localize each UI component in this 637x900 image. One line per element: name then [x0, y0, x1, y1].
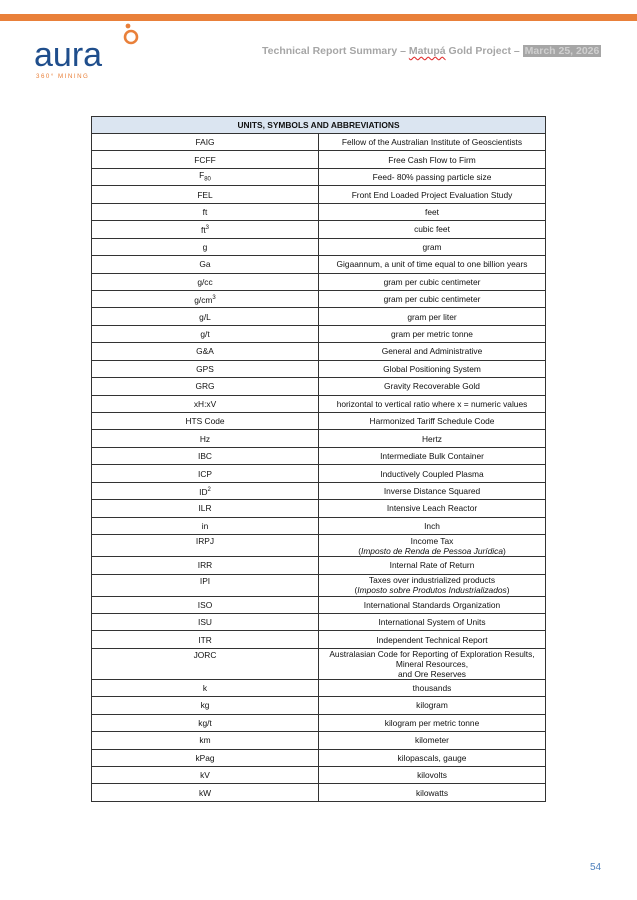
definition-cell — [319, 679, 546, 696]
definition-cell — [319, 784, 546, 801]
abbreviation-cell — [92, 714, 319, 731]
definition-cell — [319, 151, 546, 168]
title-project: Matupá — [408, 45, 446, 57]
abbreviation-text: HTS Code — [185, 416, 225, 427]
abbreviation-cell — [92, 596, 319, 613]
title-prefix: Technical Report Summary – — [262, 45, 409, 57]
abbreviation-text: kW — [198, 787, 212, 798]
abbreviation-cell — [92, 430, 319, 447]
table-row — [92, 325, 546, 342]
abbreviation-text: ITR — [198, 634, 212, 645]
definition-text: cubic feet — [414, 224, 450, 235]
definition-text: International System of Units — [378, 617, 486, 628]
definition-text: Hertz — [421, 433, 442, 444]
table-row — [92, 168, 546, 185]
definition-text-line2: and Ore Reserves — [398, 668, 466, 679]
abbreviation-text: g — [202, 241, 208, 252]
table-row — [92, 395, 546, 412]
abbreviation-cell — [92, 134, 319, 151]
definition-text: Australasian Code for Reporting of Exploration Results, Mineral Resources, — [329, 648, 535, 669]
definition-cell — [319, 186, 546, 203]
logo-ring — [125, 31, 137, 43]
abbreviation-text: FCFF — [194, 154, 216, 165]
abbreviation-text: kg — [200, 700, 210, 711]
definition-text-line2: (Imposto de Renda de Pessoa Jurídica) — [358, 545, 506, 556]
definition-cell — [319, 168, 546, 185]
table-row — [92, 151, 546, 168]
abbreviation-text: $ID^2$ — [199, 486, 211, 497]
table-row — [92, 413, 546, 430]
definition-text: Inch — [424, 520, 440, 531]
definition-cell — [319, 256, 546, 273]
table-row — [92, 238, 546, 255]
table-row — [92, 648, 546, 679]
definition-text: Gravity Recoverable Gold — [384, 381, 480, 392]
abbreviation-cell — [92, 465, 319, 482]
abbreviation-cell — [92, 273, 319, 290]
logo-wordmark: aura — [34, 36, 103, 74]
definition-cell — [319, 413, 546, 430]
abbreviation-text: kV — [200, 770, 210, 781]
abbreviation-cell — [92, 767, 319, 784]
definition-text: gram per liter — [407, 311, 457, 322]
definition-cell — [319, 631, 546, 648]
abbreviation-text: g/cc — [197, 276, 213, 287]
abbreviation-cell — [92, 168, 319, 185]
definition-cell — [319, 221, 546, 238]
abbreviation-cell — [92, 256, 319, 273]
abbreviation-text: ISO — [197, 599, 213, 610]
definition-cell — [319, 238, 546, 255]
definition-cell — [319, 767, 546, 784]
table-row — [92, 784, 546, 801]
abbreviation-text: FEL — [197, 189, 213, 200]
table-row — [92, 574, 546, 596]
table-row — [92, 308, 546, 325]
definition-text: kilometer — [415, 735, 449, 746]
abbreviation-text: km — [199, 735, 211, 746]
abbreviation-text: IPI — [199, 575, 211, 586]
definition-cell — [319, 557, 546, 574]
definition-cell — [319, 273, 546, 290]
abbreviation-cell — [92, 631, 319, 648]
definition-text: Income Tax — [410, 535, 454, 546]
abbreviation-text: JORC — [193, 649, 217, 660]
abbreviation-text: $F_{80}$ — [199, 169, 211, 183]
definition-text: feet — [425, 206, 439, 217]
table-row — [92, 203, 546, 220]
abbreviation-text: k — [202, 683, 208, 694]
definition-cell — [319, 749, 546, 766]
table-row — [92, 360, 546, 377]
table-row — [92, 631, 546, 648]
definition-cell — [319, 714, 546, 731]
abbreviation-text: $ft^3$ — [201, 225, 209, 236]
abbreviation-cell — [92, 378, 319, 395]
table-row — [92, 378, 546, 395]
table-row — [92, 273, 546, 290]
definition-text: Global Positioning System — [383, 363, 481, 374]
definition-text: Gigaannum, a unit of time equal to one billion years — [336, 259, 528, 270]
definition-text: gram — [422, 241, 442, 252]
abbreviation-cell — [92, 557, 319, 574]
definition-text: gram per metric tonne — [391, 329, 473, 340]
abbreviation-text: kg/t — [198, 717, 212, 728]
abbreviation-cell — [92, 238, 319, 255]
definition-text: kilopascals, gauge — [397, 752, 467, 763]
table-row — [92, 535, 546, 557]
definition-text: International Standards Organization — [363, 599, 501, 610]
abbreviation-cell — [92, 360, 319, 377]
definition-text: Inductively Coupled Plasma — [380, 468, 484, 479]
definition-cell — [319, 430, 546, 447]
definition-cell — [319, 596, 546, 613]
abbreviation-text: IRPJ — [195, 536, 215, 547]
definition-cell — [319, 697, 546, 714]
table-row — [92, 290, 546, 307]
abbreviations-table — [91, 116, 546, 802]
definition-text: kilogram per metric tonne — [384, 717, 480, 728]
abbreviation-cell — [92, 203, 319, 220]
table-row — [92, 613, 546, 630]
definition-text: Fellow of the Australian Institute of Geoscientists — [341, 137, 523, 148]
abbreviation-cell — [92, 413, 319, 430]
table-row — [92, 697, 546, 714]
table-row — [92, 343, 546, 360]
abbreviation-cell — [92, 482, 319, 499]
table-row — [92, 596, 546, 613]
abbreviation-cell — [92, 447, 319, 464]
table-row — [92, 256, 546, 273]
definition-cell — [319, 134, 546, 151]
table-row — [92, 447, 546, 464]
abbreviation-cell — [92, 697, 319, 714]
definition-text: kilowatts — [415, 787, 449, 798]
definition-cell — [319, 395, 546, 412]
table-row — [92, 557, 546, 574]
definition-text: Inverse Distance Squared — [383, 485, 481, 496]
abbreviation-text: IBC — [198, 451, 212, 462]
definition-text: Feed- 80% passing particle size — [372, 172, 492, 183]
definition-cell — [319, 343, 546, 360]
definition-text: General and Administrative — [381, 346, 483, 357]
table-row — [92, 465, 546, 482]
table-row — [92, 500, 546, 517]
definition-text: Intensive Leach Reactor — [386, 503, 478, 514]
table-row — [92, 482, 546, 499]
definition-cell — [319, 360, 546, 377]
page-number: 54 — [590, 862, 602, 873]
abbreviation-text: ICP — [198, 468, 212, 479]
title-date: March 25, 2026 — [524, 45, 600, 57]
definition-cell — [319, 203, 546, 220]
table-row — [92, 714, 546, 731]
table-row — [92, 517, 546, 534]
abbreviation-cell — [92, 784, 319, 801]
abbreviations-body — [92, 134, 546, 802]
definition-cell — [319, 378, 546, 395]
abbreviation-text: Ga — [199, 259, 211, 270]
definition-text: Internal Rate of Return — [389, 560, 475, 571]
abbreviation-cell — [92, 535, 319, 557]
table-row — [92, 221, 546, 238]
abbreviation-text: kPag — [195, 752, 215, 763]
definition-cell — [319, 500, 546, 517]
abbreviation-text: in — [201, 520, 209, 531]
title-suffix: Gold Project – — [445, 45, 523, 57]
definition-cell — [319, 447, 546, 464]
abbreviation-text: GRG — [195, 381, 215, 392]
abbreviation-text: g/t — [200, 329, 210, 340]
abbreviation-cell — [92, 308, 319, 325]
table-row — [92, 767, 546, 784]
definition-text: gram per cubic centimeter — [383, 294, 481, 305]
definition-text: Intermediate Bulk Container — [380, 451, 484, 462]
definition-cell — [319, 648, 546, 679]
abbreviation-cell — [92, 648, 319, 679]
abbreviation-cell — [92, 290, 319, 307]
abbreviation-text: $g/cm^3$ — [194, 295, 216, 306]
definition-cell — [319, 482, 546, 499]
definition-cell — [319, 308, 546, 325]
abbreviation-text: G&A — [196, 346, 214, 357]
abbreviation-text: ft — [202, 206, 208, 217]
table-row — [92, 430, 546, 447]
table-row — [92, 186, 546, 203]
table-row — [92, 732, 546, 749]
abbreviation-cell — [92, 343, 319, 360]
definition-cell — [319, 732, 546, 749]
abbreviation-cell — [92, 732, 319, 749]
abbreviation-cell — [92, 221, 319, 238]
definition-text: thousands — [412, 683, 452, 694]
definition-cell — [319, 517, 546, 534]
definition-text: Taxes over industrialized products — [368, 575, 496, 585]
abbreviation-cell — [92, 574, 319, 596]
abbreviation-cell — [92, 517, 319, 534]
definition-cell — [319, 465, 546, 482]
definition-cell — [319, 325, 546, 342]
abbreviation-text: FAIG — [195, 137, 215, 148]
abbreviation-cell — [92, 749, 319, 766]
report-header-title — [262, 45, 604, 57]
definition-text: kilovolts — [417, 770, 447, 781]
definition-text: kilogram — [416, 700, 448, 711]
definition-text: Independent Technical Report — [376, 634, 488, 645]
abbreviation-cell — [92, 395, 319, 412]
abbreviation-cell — [92, 500, 319, 517]
aura-logo — [34, 22, 154, 84]
abbreviation-cell — [92, 186, 319, 203]
definition-cell — [319, 574, 546, 596]
definition-text: horizontal to vertical ratio where x = numeric values — [336, 398, 528, 409]
table-row — [92, 749, 546, 766]
abbreviation-text: ILR — [198, 503, 212, 514]
definition-text-line2: (Imposto sobre Produtos Industrializados) — [354, 585, 510, 595]
table-title: UNITS, SYMBOLS AND ABBREVIATIONS — [92, 117, 546, 134]
abbreviation-text: ISU — [198, 617, 212, 628]
definition-cell — [319, 290, 546, 307]
abbreviation-cell — [92, 151, 319, 168]
abbreviation-text: g/L — [199, 311, 211, 322]
definition-text: Front End Loaded Project Evaluation Study — [351, 189, 513, 200]
definition-cell — [319, 613, 546, 630]
logo-dot — [126, 24, 131, 29]
definition-text: Free Cash Flow to Firm — [388, 154, 476, 165]
abbreviation-text: GPS — [196, 363, 214, 374]
abbreviation-cell — [92, 613, 319, 630]
definition-text: gram per cubic centimeter — [383, 276, 481, 287]
definition-cell — [319, 535, 546, 557]
abbreviation-text: xH:xV — [193, 398, 217, 409]
abbreviation-cell — [92, 679, 319, 696]
abbreviation-cell — [92, 325, 319, 342]
logo-tagline: 360° MINING — [36, 73, 90, 80]
table-row — [92, 679, 546, 696]
abbreviation-text: IRR — [197, 560, 213, 571]
definition-text: Harmonized Tariff Schedule Code — [369, 416, 495, 427]
table-row — [92, 134, 546, 151]
header-accent-bar — [0, 14, 637, 21]
abbreviation-text: Hz — [199, 433, 211, 444]
